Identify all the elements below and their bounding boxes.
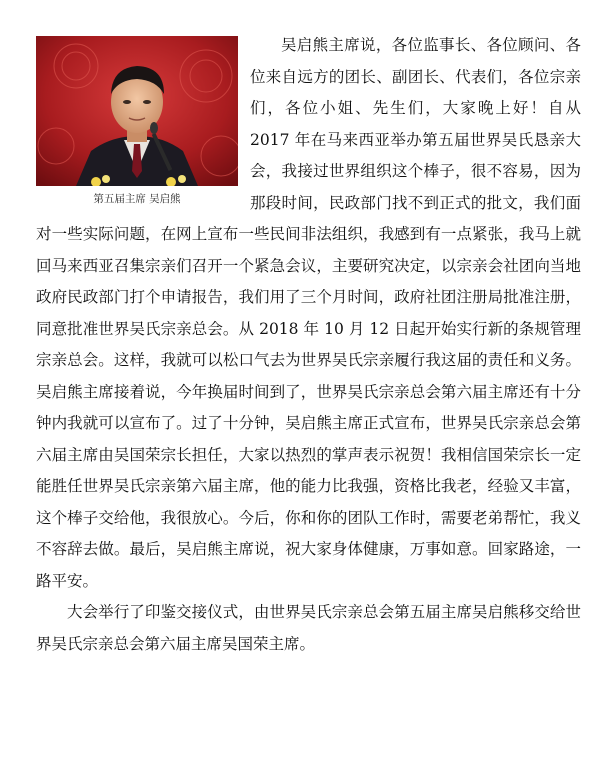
paragraph-ceremony: 大会举行了印鉴交接仪式，由世界吴氏宗亲总会第五届主席吴启熊移交给世界吴氏宗亲总会第六届主席吴国荣主席。 [36, 603, 581, 653]
paragraph-speech: 吴启熊主席说，各位监事长、各位顾问、各位来自远方的团长、副团长、代表们，各位宗亲们，各位小姐、先生们，大家晚上好！自从 2017 年在马来西亚举办第五届世界吴氏恳亲大会，我接过世界组织这个棒子，很不容易，因为那段时间，民政部门找不到正式的批文，我们面对一些实际问题，在网上宣布一些民间非法组织，我感到有一点紧张，我马上就回马来西亚召集宗亲们召开一个紧急会议，主要研究决定，以宗亲会社团向当地政府民政部门打个申请报告，我们用了三个月时间，政府社团注册局批准注册，同意批准世界吴氏宗亲总会。从 2018 年 10 月 12 日起开始实行新的条规管理宗亲总会。这样，我就可以松口气去为世界吴氏宗亲履行我这届的责任和义务。吴启熊主席接着说，今年换届时间到了，世界吴氏宗亲总会第六届主席还有十分钟内我就可以宣布了。过了十分钟，吴启熊主席正式宣布，世界吴氏宗亲总会第六届主席由吴国荣宗长担任，大家以热烈的掌声表示祝贺！我相信国荣宗长一定能胜任世界吴氏宗亲第六届主席，他的能力比我强，资格比我老，经验又丰富，这个棒子交给他，我很放心。今后，你和你的团队工作时，需要老弟帮忙，我义不容辞去做。最后，吴启熊主席说，祝大家身体健康，万事如意。回家路途，一路平安。 [36, 36, 581, 590]
photo-caption: 第五届主席 吴启熊 [93, 193, 181, 205]
speaker-photo [36, 36, 238, 186]
speaker-figure [36, 36, 238, 206]
article-page [36, 30, 581, 660]
